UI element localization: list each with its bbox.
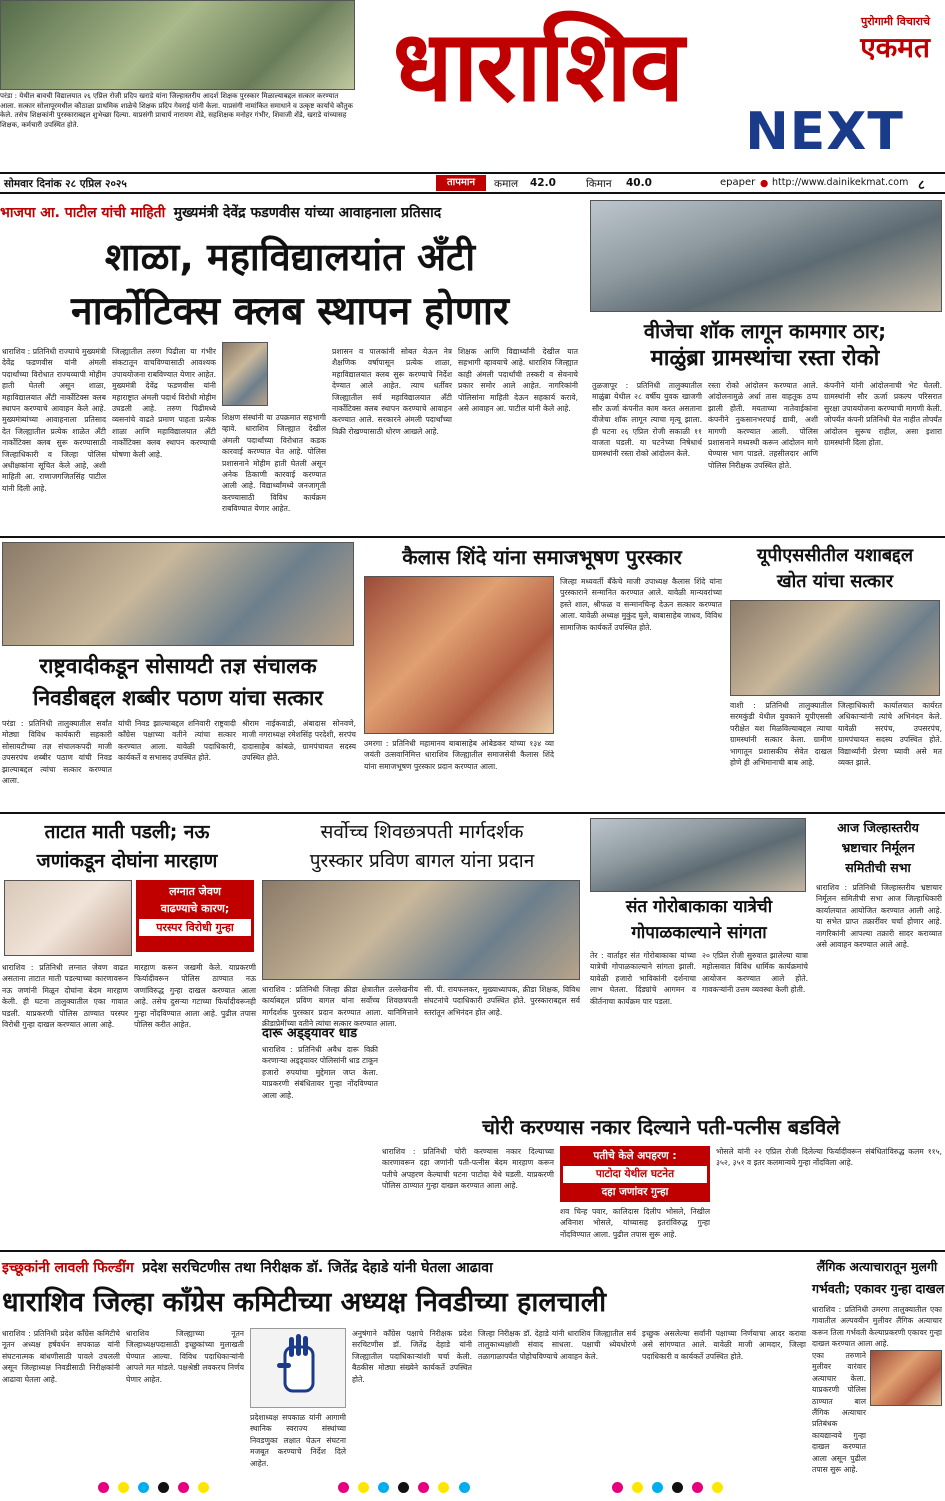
lead-col-5: शिक्षक आणि विद्यार्थ्यांनी देखील यात सहभागी व्हावयाचे आहे. धाराशिव जिल्ह्यात काही अंमली पदार्थांची तस्करी व सेवनाचे प्रकार समोर आले आहेत. नागरिकांनी पोलिसांना माहिती देऊन सहकार्य करावे, असे आवाहन आ. पाटील यांनी केले आहे. [458, 347, 578, 414]
chori-tag-3: दहा जणांवर गुन्हा [601, 1186, 669, 1198]
black-dot-icon [158, 1482, 169, 1493]
lead-col-4: प्रशासन व पालकांनी सोबत येऊन नेत्र शैक्षणिक वर्षापासून प्रत्येक शाळा, महाविद्यालयात क्लब सुरू करण्याचे निर्देश देण्यात आले आहेत. त्याच धर्तीवर जिल्ह्यातील सर्व महाविद्यालयात अँटी नार्कोटिक्स क्लब स्थापन करण्याचे आवाहन करण्यात आले. सरकारने अंमली पदार्थांच्या विक्री रोखण्यासाठी धोरण आखले आहे. [332, 347, 452, 436]
shiv-col-1: धाराशिव : प्रतिनिधी जिल्हा क्रीडा क्षेत्रातील उल्लेखनीय कार्याबद्दल प्रविण बागल यांना सर्वोच्च शिवछत्रपती मार्गदर्शक पुरस्कार प्रदान करण्यात आला. यानिमित्ताने क्रीडाप्रेमींच्या वतीने त्यांचा सत्कार करण्यात आला. [262, 985, 418, 1029]
temp-max-value: 42.0 [530, 177, 556, 189]
congress-kicker-rest: प्रदेश सरचिटणीस तथा निरीक्षक डॉ. जितेंद्र देहाडे यांनी घेतला आढावा [142, 1260, 493, 1276]
magenta-dot-icon [98, 1482, 109, 1493]
tata-tag-2: वाढण्याचे कारण; [160, 902, 230, 915]
registration-marks-center [336, 1478, 616, 1492]
magenta-dot-icon [692, 1482, 703, 1493]
gora-headline-2: गोपाळकाल्याने सांगता [631, 923, 767, 943]
yellow-dot-icon [198, 1482, 209, 1493]
kailas-col-1: उमरगा : प्रतिनिधी महामानव बाबासाहेब आंबेडकर यांच्या १३४ व्या जयंती उत्सवानिमित्त धाराशिव जिल्ह्यातील समाजसेवी कैलास शिंदे यांना समाजभूषण पुरस्कार प्रदान करण्यात आला. [364, 739, 554, 771]
globe-icon: ● [760, 178, 769, 189]
black-dot-icon [672, 1482, 683, 1493]
kailas-headline: कैलास शिंदे यांना समाजभूषण पुरस्कार [402, 545, 682, 569]
yellow-dot-icon [358, 1482, 369, 1493]
masthead-title: धाराशिव [392, 9, 683, 124]
upsc-headline-2: खोत यांचा सत्कार [776, 571, 894, 592]
magenta-dot-icon [418, 1482, 429, 1493]
date-bar [0, 172, 945, 194]
shiv-col-2: सी. पी. रायफलकर, मुख्याध्यापक, क्रीडा शिक्षक, विविध संघटनांचे पदाधिकारी उपस्थित होते. पुरस्काराबद्दल सर्व स्तरांतून अभिनंदन होत आहे. [424, 985, 580, 1017]
tata-headline-1: ताटात माती पडली; नऊ [44, 821, 210, 843]
yellow-dot-icon [438, 1482, 449, 1493]
lead-headline-2: नार्कोटिक्स क्लब स्थापन होणार [71, 289, 509, 334]
lead-headline-1: शाळा, महाविद्यालयांत अँटी [104, 235, 476, 279]
gora-headline-1: संत गोरोबाकाका यात्रेची [625, 897, 773, 917]
zp-headline-1: आज जिल्हास्तरीय [837, 820, 919, 835]
divider [0, 536, 945, 538]
registration-marks-right [610, 1478, 850, 1492]
top-photo-caption: परंडा : येथील बावची विद्यालयात २६ एप्रिल रोजी प्रदिप खराडे यांना जिल्हास्तरीय आदर्श शिक्षक पुरस्कार मिळाल्याबद्दल सत्कार करण्यात आला. सत्कार सोलापूरमधील कौठाळा प्राथमिक शाळेचे शिक्षक प्रदिप गेवराई यांनी केला. याप्रसंगी नामांकित समाधाने व उत्कृष्ट कार्याचे कौतुक केले. तसेच शिक्षकांनी पुरस्काराबद्दल शुभेच्छा दिल्या. याप्रसंगी प्राचार्य नारायण शेंडे, सहशिक्षक मनोहर गंभीर, शिवाजी शेंडे, खराडे यांच्यासह शिक्षक, कर्मचारी उपस्थित होते. [0, 92, 353, 129]
shiv-headline-1: सर्वोच्च शिवछत्रपती मार्गदर्शक [320, 821, 524, 843]
daru-col-1: धाराशिव : प्रतिनिधी अवैध दारू विक्री करणाऱ्या अड्ड्यावर पोलिसांनी धाड टाकून हजारो रुपयांचा मुद्देमाल जप्त केला. याप्रकरणी संबंधितावर गुन्हा नोंदविण्यात आला आहे. [262, 1045, 378, 1100]
upsc-photo [730, 600, 940, 696]
divider [0, 1250, 945, 1252]
chori-col-1: धाराशिव : प्रतिनिधी चोरी करण्यास नकार दिल्याच्या कारणावरून दहा जणांनी पती-पत्नीस बेदम मारहाण करून पतीचे अपहरण केल्याची घटना पाटोदा येथे घडली. याप्रकरणी पोलिस ठाण्यात गुन्हा दाखल करण्यात आला आहे. [382, 1147, 554, 1191]
zp-col-1: धाराशिव : प्रतिनिधी जिल्हास्तरीय भ्रष्टाचार निर्मूलन समितीची सभा आज जिल्हाधिकारी कार्यालयात आयोजित करण्यात आली आहे. या सभेत प्राप्त तक्रारींवर चर्चा होणार आहे. नागरिकांनी आपल्या तक्रारी सादर कराव्यात असे आवाहन करण्यात आले आहे. [816, 883, 942, 950]
vij-photo [590, 200, 942, 312]
yellow-dot-icon [118, 1482, 129, 1493]
registration-marks-left [96, 1478, 336, 1492]
congress-col-5: जिल्हा निरीक्षक डॉ. देहाडे यांनी धाराशिव जिल्ह्यातील सर्व तालुकाध्यक्षांशी संवाद साधला. पक्षाची ध्येयधोरणे तळागाळापर्यंत पोहोचविण्याचे आवाहन केले. [478, 1329, 636, 1361]
divider [0, 812, 945, 814]
cyan-dot-icon [459, 1482, 470, 1493]
kailas-photo [364, 576, 554, 734]
date-text: सोमवार दिनांक २८ एप्रिल २०२५ [4, 178, 127, 190]
tata-illustration [4, 880, 132, 956]
assault-col-2: एका तरुणाने मुलीवर वारंवार अत्याचार केला. याप्रकरणी पोलिस ठाण्यात बाल लैंगिक अत्याचार प्रतिबंधक कायद्यान्वये गुन्हा दाखल करण्यात आला असून पुढील तपास सुरू आहे. [812, 1351, 866, 1475]
tata-tag-1: लग्नात जेवण [169, 885, 221, 898]
cyan-dot-icon [378, 1482, 389, 1493]
assault-headline-1: लैंगिक अत्याचारातून मुलगी [816, 1259, 938, 1274]
magenta-dot-icon [178, 1482, 189, 1493]
chori-tag-box [560, 1146, 710, 1202]
masthead-brand: एकमत [860, 31, 930, 64]
society-photo [2, 542, 354, 646]
vij-headline-2: माळुंब्रा ग्रामस्थांचा रस्ता रोको [650, 346, 880, 371]
lead-kicker [0, 200, 580, 226]
chori-tag-1: पतीचे केले अपहरण : [593, 1150, 677, 1162]
top-photo [0, 0, 355, 90]
upsc-col-2: जिल्हाधिकारी कार्यालयात कार्यरत अधिकाऱ्यांनी त्यांचे अभिनंदन केले. यावेळी सरपंच, उपसरपंच, ग्रामपंचायत सदस्य उपस्थित होते. विद्यार्थ्यांनी प्रेरणा घ्यावी असे मत व्यक्त झाले. [838, 701, 942, 768]
congress-col-3: प्रदेशाध्यक्ष सपकाळ यांनी आगामी स्थानिक स्वराज्य संस्थांच्या निवडणुका लक्षात घेऊन संघटना मजबूत करण्याचे निर्देश दिले आहेत. [250, 1413, 346, 1468]
congress-kicker [2, 1256, 808, 1280]
temp-max-label: कमाल [494, 178, 519, 190]
congress-col-2: धाराशिव जिल्ह्याच्या नूतन जिल्हाध्यक्षपदासाठी इच्छुकांच्या मुलाखती घेण्यात आल्या. विविध पदाधिकाऱ्यांनी आपले मत मांडले. पक्षश्रेष्ठी लवकरच निर्णय घेणार आहेत. [126, 1329, 244, 1384]
society-col-2: यांची निवड झाल्याबद्दल शनिवारी राष्ट्रवादी काँग्रेस पक्षाच्या वतीने त्यांचा सत्कार करण्यात आला. यावेळी पदाधिकारी, कार्यकर्ते व सभासद उपस्थित होते. [118, 719, 236, 763]
vij-col-1: तुळजापूर : प्रतिनिधी तालुक्यातील माळुंब्रा येथील २८ वर्षीय युवक खाजगी सौर ऊर्जा कंपनीत काम करत असताना वीजेचा शॉक लागून त्याचा मृत्यू झाला. ही घटना २६ एप्रिल रोजी सकाळी ११ वाजता घडली. या घटनेच्या निषेधार्थ ग्रामस्थांनी रस्ता रोको आंदोलन केले. [592, 381, 702, 459]
zp-headline-3: समितीची सभा [845, 860, 911, 875]
society-col-3: श्रीराम नाईकवाडी, अंबादास सोनवणे, माजी नगराध्यक्ष रमेशसिंह परदेशी, सरपंच दादासाहेब कांबळे, ग्रामपंचायत सदस्य उपस्थित होते. [242, 719, 356, 763]
cyan-dot-icon [652, 1482, 663, 1493]
upsc-headline-1: यूपीएससीतील यशाबद्दल [756, 545, 914, 566]
congress-headline: धाराशिव जिल्हा काँग्रेस कमिटीच्या अध्यक्ष निवडीच्या हालचाली [2, 1287, 607, 1318]
shiv-headline-2: पुरस्कार प्रविण बागल यांना प्रदान [309, 850, 535, 872]
lead-portrait [222, 342, 268, 406]
lead-col-3: शिक्षण संस्थांनी या उपक्रमात सहभागी व्हावे. धाराशिव जिल्ह्यात देखील अंमली पदार्थांच्या विरोधात कडक कारवाई करण्यात येत आहे. पोलिस प्रशासनाने मोहीम हाती घेतली असून अनेक ठिकाणी कारवाई करण्यात आली आहे. विद्यार्थ्यांमध्ये जनजागृती करण्यासाठी विविध कार्यक्रम राबविण्यात येणार आहेत. [222, 413, 326, 514]
gora-photo [590, 818, 806, 892]
assault-illustration [870, 1350, 942, 1406]
temp-min-value: 40.0 [626, 177, 652, 189]
congress-col-6: इच्छुक असलेल्या सर्वांनी पक्षाच्या निर्णयाचा आदर करावा असे सांगण्यात आले. यावेळी माजी आमदार, जिल्हा पदाधिकारी व कार्यकर्ते उपस्थित होते. [642, 1329, 806, 1361]
magenta-dot-icon [338, 1482, 349, 1493]
society-col-1: परंडा : प्रतिनिधी तालुक्यातील सर्वांत मोठ्या विविध कार्यकारी सहकारी सोसायटीच्या तज्ञ संचालकपदी माजी उपसरपंच शब्बीर पठाण यांची निवड झाल्याबद्दल त्यांचा सत्कार करण्यात आला. [2, 719, 112, 786]
vij-headline-1: वीजेचा शॉक लागून कामगार ठार; [643, 319, 887, 343]
page-number: ८ [918, 178, 925, 193]
yellow-dot-icon [632, 1482, 643, 1493]
society-headline-1: राष्ट्रवादीकडून सोसायटी तज्ञ संचालक [39, 654, 317, 678]
magenta-dot-icon [612, 1482, 623, 1493]
congress-hand-icon [250, 1328, 346, 1408]
masthead-next: NEXT [745, 102, 904, 162]
chori-col-2: शव चिन्ह पवार, कालिदास दिलीप भोसले, निखील अविनाश भोसले, यांच्यासह इतरांविरुद्ध गुन्हा नोंदविण्यात आला. पुढील तपास सुरू आहे. [560, 1207, 710, 1239]
lead-col-2: जिल्ह्यातील तरुण पिढीला या गंभीर संकटातून वाचविण्यासाठी आवश्यक उपाययोजना राबविण्यात येणार आहेत. मुख्यमंत्री देवेंद्र फडणवीस यांनी महाराष्ट्रात अंमली पदार्थ विरोधी मोहीम उघडली आहे. तरुण पिढीमध्ये व्यसनांचे वाढते प्रमाण पाहता प्रत्येक शाळा आणि महाविद्यालयात अँटी नार्कोटिक्स क्लब स्थापन करण्याची घोषणा केली आहे. [112, 347, 216, 459]
society-headline-2: निवडीबद्दल शब्बीर पठाण यांचा सत्कार [33, 686, 323, 710]
temp-min-label: किमान [586, 178, 612, 190]
epaper-label: epaper [720, 177, 756, 188]
daru-headline: दारू अड्ड्यावर धाड [262, 1026, 358, 1041]
gora-col-1: तेर : वार्ताहर संत गोरोबाकाका यांच्या यात्रेची गोपाळकाल्याने सांगता झाली. यावेळी हजारो भाविकांनी दर्शनाचा लाभ घेतला. दिंड्यांचे आगमन व कीर्तनाचा कार्यक्रम पार पडला. [590, 951, 696, 1006]
tata-tag-3: परस्पर विरोधी गुन्हा [139, 919, 251, 936]
tata-col-1: धाराशिव : प्रतिनिधी लग्नात जेवण वाढत असताना ताटात माती पडल्याच्या कारणावरून नऊ जणांनी मिळून दोघांना बेदम मारहाण केली. ही घटना तालुक्यातील एका गावात घडली. याप्रकरणी पोलिस ठाण्यात परस्पर विरोधी गुन्हा दाखल करण्यात आला आहे. [2, 963, 128, 1030]
tata-col-2: मारहाण करून जखमी केले. याप्रकरणी फिर्यादीवरून पोलिस ठाण्यात नऊ जणांविरुद्ध गुन्हा दाखल करण्यात आला आहे. तसेच दुसऱ्या गटाच्या फिर्यादीवरूनही गुन्हा नोंदविण्यात आला आहे. पुढील तपास पोलिस करीत आहेत. [134, 963, 256, 1030]
congress-kicker-red: इच्छूकांनी लावली फिल्डींग [2, 1260, 134, 1276]
chori-headline: चोरी करण्यास नकार दिल्याने पती-पत्नीस बडविले [482, 1115, 840, 1139]
masthead-tagline: पुरोगामी विचाराचे [860, 15, 930, 28]
tata-headline-2: जणांकडून दोघांना मारहाण [36, 850, 218, 872]
lead-kicker-red: भाजपा आ. पाटील यांची माहिती [0, 205, 166, 221]
yellow-dot-icon [712, 1482, 723, 1493]
vij-col-2: रस्ता रोको आंदोलन करण्यात आले. आंदोलनामुळे अर्धा तास वाहतूक ठप्प झाली होती. मयताच्या नातेवाईकांना कंपनीने नुकसानभरपाई द्यावी, अशी मागणी करण्यात आली. पोलिस प्रशासनाने मध्यस्थी करून आंदोलन मागे घेण्यास भाग पाडले. तहसीलदार आणि पोलिस निरीक्षक उपस्थित होते. [708, 381, 818, 470]
assault-col-1: धाराशिव : प्रतिनिधी उमरगा तालुक्यातील एका गावातील अल्पवयीन मुलीवर लैंगिक अत्याचार करून तिला गर्भवती केल्याप्रकरणी एकावर गुन्हा दाखल करण्यात आला आहे. [812, 1305, 942, 1349]
congress-col-4: अनुषंगाने काँग्रेस पक्षाचे निरीक्षक प्रदेश सरचिटणीस डॉ. जितेंद्र देहाडे यांनी जिल्ह्यातील पदाधिकाऱ्यांशी चर्चा केली. बैठकीस मोठ्या संख्येने कार्यकर्ते उपस्थित होते. [352, 1329, 472, 1384]
gora-col-2: २० एप्रिल रोजी सुरुवात झालेल्या यात्रा महोत्सवात विविध धार्मिक कार्यक्रमांचे आयोजन करण्यात आले होते. गावकऱ्यांनी उत्तम व्यवस्था केली होती. [702, 951, 808, 995]
website-url[interactable]: http://www.dainikekmat.com [772, 177, 909, 188]
congress-col-1: धाराशिव : प्रतिनिधी प्रदेश काँग्रेस कमिटीचे नूतन अध्यक्ष हर्षवर्धन सपकाळ यांनी संघटनात्मक बांधणीसाठी पावले उचलली असून जिल्हाध्यक्ष निवडीसाठी निरीक्षकांनी आढावा घेतला आहे. [2, 1329, 120, 1384]
upsc-col-1: वाशी : प्रतिनिधी तालुक्यातील सरमकुंडी येथील युवकाने यूपीएससी परीक्षेत यश मिळविल्याबद्दल त्याचा ग्रामस्थांनी सत्कार केला. ग्रामीण भागातून प्रशासकीय सेवेत दाखल होणे ही अभिमानाची बाब आहे. [730, 701, 832, 768]
black-dot-icon [398, 1482, 409, 1493]
chori-tag-2: पाटोदा येथील घटनेत [563, 1166, 707, 1183]
shiv-photo [262, 880, 580, 980]
vij-col-3: कंपनीने यांनी आंदोलनाची भेट घेतली. ग्रामस्थांनी सौर ऊर्जा प्रकल्प परिसरात सुरक्षा उपाययोजना करण्याची मागणी केली. जोपर्यंत कंपनी प्रतिनिधी येत नाहीत तोपर्यंत आंदोलन सुरूच राहील, असा इशारा ग्रामस्थांनी दिला होता. [824, 381, 942, 448]
zp-headline-2: भ्रष्टाचार निर्मूलन [841, 840, 915, 855]
lead-col-1: धाराशिव : प्रतिनिधी राज्याचे मुख्यमंत्री देवेंद्र फडणवीस यांनी अंमली पदार्थांच्या विरोधात राज्यव्यापी मोहीम हाती घेतली असून शाळा, महाविद्यालयात अँटी नार्कोटिक्स क्लब स्थापन करण्याचे आवाहन केले आहे. मुख्यमंत्र्यांच्या आवाहनाला प्रतिसाद देत जिल्ह्यातील प्रत्येक शाळेत अँटी नार्कोटिक्स क्लब सुरू करण्यासाठी जिल्हाधिकारी व जिल्हा पोलिस अधीक्षकांना सूचित केले आहे, अशी माहिती आ. राणाजगजितसिंह पाटील यांनी दिली आहे. [2, 347, 106, 493]
temp-label: तापमान [436, 175, 486, 191]
kailas-col-2: जिल्हा मध्यवर्ती बँकेचे माजी उपाध्यक्ष कैलास शिंदे यांना पुरस्काराने सन्मानित करण्यात आले. यावेळी मान्यवरांच्या हस्ते शाल, श्रीफळ व सन्मानचिन्ह देऊन सत्कार करण्यात आला. यावेळी अध्यक्ष मुकुंद घुले, बाबासाहेब जाधव, विविध सामाजिक कार्यकर्ते उपस्थित होते. [560, 577, 722, 632]
assault-headline-2: गर्भवती; एकावर गुन्हा दाखल [812, 1281, 945, 1296]
cyan-dot-icon [138, 1482, 149, 1493]
chori-col-3: भोसले यांनी २२ एप्रिल रोजी दिलेल्या फिर्यादीवरून संबंधितांविरुद्ध कलम ११५, ३५२, ३५१ व इतर कलमान्वये गुन्हा नोंदविला आहे. [716, 1147, 942, 1168]
tata-tag-box [136, 880, 254, 952]
lead-kicker-rest: मुख्यमंत्री देवेंद्र फडणवीस यांच्या आवाहनाला प्रतिसाद [173, 205, 442, 221]
